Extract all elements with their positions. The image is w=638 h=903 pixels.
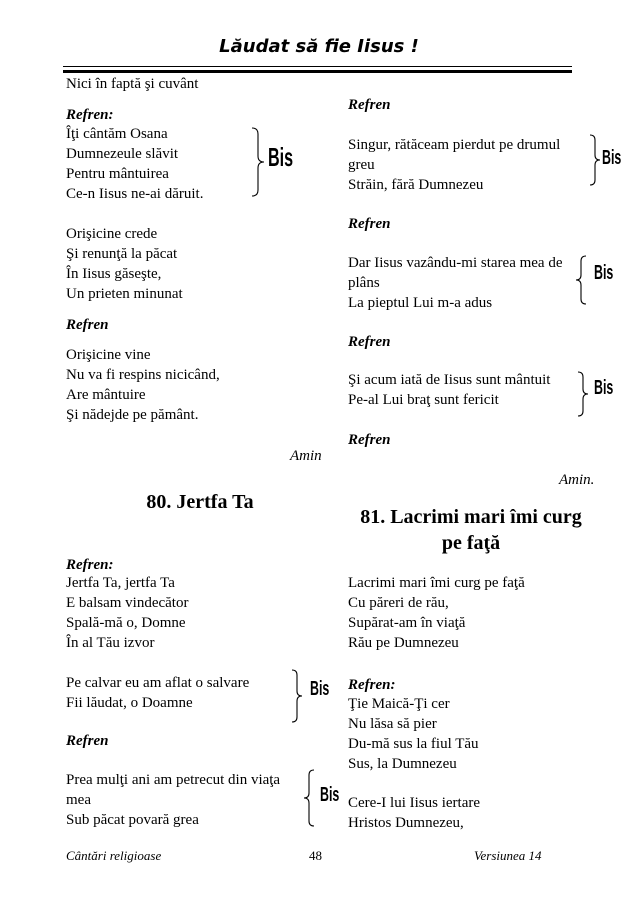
stanza-line: Cu păreri de rău, [348,595,449,611]
repeat-brace [292,670,302,722]
stanza [66,770,280,830]
stanza [66,673,249,713]
stanza-line: Hristos Dumnezeu, [348,815,464,831]
refrain-heading: Refren [348,432,391,448]
stanza [348,573,525,653]
stanza [348,370,550,410]
refrain-lines [66,573,188,653]
stanza-line: Dar Iisus vazându-mi starea mea de [348,255,563,271]
stanza-line: Rău pe Dumnezeu [348,635,459,651]
refrain-label: Refren: [348,677,396,693]
stanza-line: Pe calvar eu am aflat o salvare [66,675,250,691]
stanza-line: Nu va fi respins nicicând, [66,367,220,383]
refrain-line: Nu lăsa să pier [348,716,437,732]
stanza-line: Şi renunţă la păcat [66,246,178,262]
stanza-line: Sub păcat povară grea [66,812,199,828]
refrain-lines [348,694,479,774]
stanza [66,224,183,304]
stanza-line: Fii lăudat, o Doamne [66,695,193,711]
song-81-title-line1: 81. Lacrimi mari îmi curg [360,506,582,528]
amen: Amin. [559,472,595,488]
header-rule-thin [63,66,572,67]
refrain-line: E balsam vindecător [66,595,189,611]
stanza-line: Singur, rătăceam pierdut pe drumul [348,137,561,153]
stanza-line: Şi nădejde pe pământ. [66,407,199,423]
stanza [66,345,220,425]
stanza [348,253,563,313]
stanza [348,793,480,833]
stanza-line: Cere-I lui Iisus iertare [348,795,481,811]
refrain-label: Refren: [66,557,114,573]
stanza-line: Are mântuire [66,387,146,403]
page-header-title: Lăudat să fie Iisus ! [219,36,419,57]
stanza-line: greu [348,157,375,173]
bis-marker: Bis [602,147,622,169]
refrain-lines [66,124,203,204]
refrain-heading: Refren [66,317,109,333]
stanza-line: În Iisus găseşte, [66,266,162,282]
refrain-line: Dumnezeule slăvit [66,146,179,162]
refrain-line: Du-mă sus la fiul Tău [348,736,479,752]
stanza-line: Lacrimi mari îmi curg pe faţă [348,575,525,591]
refrain-line: Jertfa Ta, jertfa Ta [66,575,175,591]
song-80-title: 80. Jertfa Ta [146,491,254,513]
stanza-line: Străin, fără Dumnezeu [348,177,484,193]
header-rule-thick [63,70,572,73]
refrain-heading: Refren [66,733,109,749]
bis-marker: Bis [594,262,614,284]
song-81-title-line2: pe faţă [441,532,501,554]
footer-book-title: Cântări religioase [66,848,162,863]
refrain-line: Pentru mântuirea [66,166,169,182]
refrain-line: Ce-n Iisus ne-ai dăruit. [66,186,204,202]
refrain-label: Refren: [66,107,114,123]
intro-line: Nici în faptă şi cuvânt [66,76,199,92]
refrain-heading: Refren [348,97,391,113]
stanza-line: mea [66,792,91,808]
stanza-line: Şi acum iată de Iisus sunt mântuit [348,372,551,388]
amen: Amin [290,448,322,464]
stanza-line: Pe-al Lui braţ sunt fericit [348,392,499,408]
refrain-line: Îţi cântăm Osana [66,126,168,142]
refrain-line: Spală-mă o, Domne [66,615,186,631]
stanza-line: Orişicine vine [66,347,151,363]
stanza [348,135,560,195]
stanza-line: Un prieten minunat [66,286,183,302]
refrain-heading: Refren [348,334,391,350]
page-number: 48 [309,848,322,863]
repeat-brace [576,256,586,304]
bis-marker: Bis [310,678,330,700]
repeat-brace [590,135,600,185]
refrain-line: Sus, la Dumnezeu [348,756,457,772]
stanza-line: plâns [348,275,380,291]
bis-marker: Bis [594,377,614,399]
footer-version: Versiunea 14 [474,848,542,863]
stanza-line: Prea mulţi ani am petrecut din viaţa [66,772,281,788]
repeat-brace [304,770,314,826]
repeat-brace [252,128,264,196]
repeat-brace [578,372,588,416]
refrain-line: Ţie Maică-Ţi cer [348,696,450,712]
refrain-heading: Refren [348,216,391,232]
bis-marker: Bis [268,142,294,172]
refrain-line: În al Tău izvor [66,635,155,651]
stanza-line: Supărat-am în viaţă [348,615,466,631]
stanza-line: La pieptul Lui m-a adus [348,295,493,311]
bis-marker: Bis [320,784,340,806]
song-81-title [340,504,602,556]
stanza-line: Orişicine crede [66,226,158,242]
